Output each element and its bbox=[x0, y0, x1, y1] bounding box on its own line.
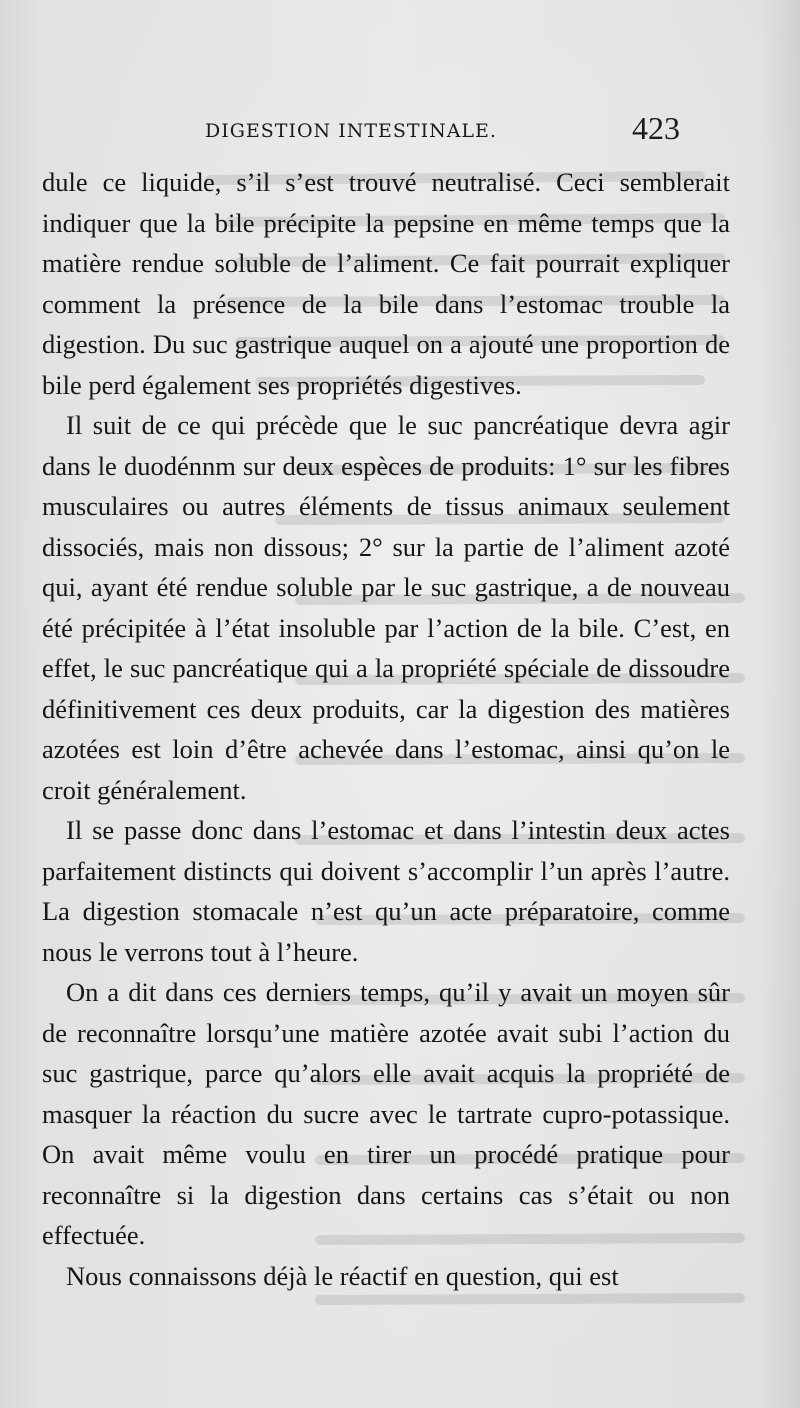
page-number: 423 bbox=[632, 110, 680, 146]
running-title: DIGESTION INTESTINALE. bbox=[205, 120, 497, 142]
paragraph: Nous connaissons déjà le réactif en question, qui est bbox=[66, 1260, 619, 1291]
paragraph: Il suit de ce qui précède que le suc pancréatique devra agir dans le duodénnm sur deux espèces de produits: 1° sur les fibres musculaires ou autres éléments de tissus animaux seulement dissociés, mais non dissous; 2° sur la partie de l’aliment azoté qui, ayant été rendue soluble par le suc gastrique, a de nouveau été précipitée à l’état insoluble par l’action de la bile. C’est, en effet, le suc pancréatique qui a la propriété spéciale de dissoudre définitivement ces deux produits, car la digestion des matières azotées est loin d’être achevée dans l’estomac, ainsi qu’on le croit généralement. bbox=[42, 410, 730, 805]
running-header bbox=[40, 110, 720, 156]
paragraph: dule ce liquide, s’il s’est trouvé neutralisé. Ceci semblerait indiquer que la bile précipite la pepsine en même temps que la matière rendue soluble de l’aliment. Ce fait pourrait expliquer comment la présence de la bile dans l’estomac trouble la digestion. Du suc gastrique auquel on a ajouté une proportion de bile perd également ses propriétés digestives. bbox=[42, 167, 730, 400]
body-text bbox=[42, 162, 730, 1296]
paragraph: On a dit dans ces derniers temps, qu’il y avait un moyen sûr de reconnaître lorsqu’une matière azotée avait subi l’action du suc gastrique, parce qu’alors elle avait acquis la propriété de masquer la réaction du sucre avec le tartrate cupro-potassique. On avait même voulu en tirer un procédé pratique pour reconnaître si la digestion dans certains cas s’était ou non effectuée. bbox=[42, 977, 730, 1250]
paragraph: Il se passe donc dans l’estomac et dans l’intestin deux actes parfaitement distincts qui doivent s’accomplir l’un après l’autre. La digestion stomacale n’est qu’un acte préparatoire, comme nous le verrons tout à l’heure. bbox=[42, 815, 730, 967]
